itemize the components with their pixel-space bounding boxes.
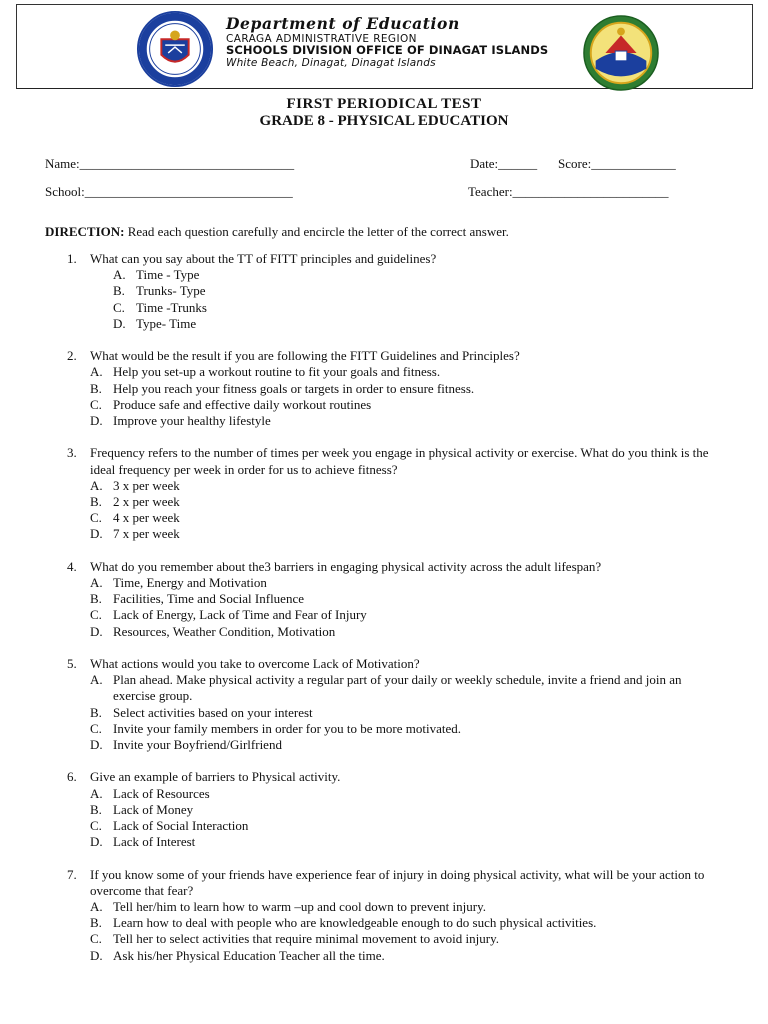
option-text: Time -Trunks — [136, 299, 207, 315]
option-letter: A. — [90, 575, 103, 591]
option-text: Invite your family members in order for you to be more motivated. — [113, 720, 462, 736]
question-text: What actions would you take to overcome Lack of Motivation? — [90, 656, 420, 672]
option-letter: D. — [90, 526, 103, 542]
option-text: Help you set-up a workout routine to fit your goals and fitness. — [113, 364, 441, 380]
option-text: Improve your healthy lifestyle — [113, 413, 271, 429]
question-number: 4. — [67, 558, 77, 574]
answer-option[interactable] — [0, 494, 768, 510]
question-4 — [0, 559, 768, 640]
option-text: 7 x per week — [113, 526, 180, 542]
question-1 — [0, 251, 768, 332]
option-letter: D. — [90, 947, 103, 963]
answer-option[interactable] — [0, 834, 768, 850]
option-text: Lack of Resources — [113, 785, 210, 801]
option-text: Help you reach your fitness goals or targets in order to ensure fitness. — [113, 380, 475, 396]
option-letter: A. — [90, 364, 103, 380]
option-letter: B. — [113, 283, 125, 299]
answer-option[interactable] — [0, 915, 768, 931]
option-letter: D. — [90, 737, 103, 753]
question-6 — [0, 769, 768, 850]
question-number: 1. — [67, 251, 77, 266]
option-text: Trunks- Type — [136, 283, 206, 299]
option-letter: A. — [113, 267, 126, 283]
answer-option[interactable] — [0, 575, 768, 591]
question-7 — [0, 867, 768, 964]
option-text: Lack of Interest — [113, 834, 196, 850]
option-text: Produce safe and effective daily workout routines — [113, 396, 372, 412]
question-text: What can you say about the TT of FITT principles and guidelines? — [90, 251, 437, 266]
score-field[interactable]: Score:_____________ — [558, 156, 676, 171]
division-address: White Beach, Dinagat, Dinagat Islands — [226, 57, 436, 69]
option-letter: D. — [90, 834, 103, 850]
answer-option[interactable] — [0, 526, 768, 542]
question-3 — [0, 445, 768, 542]
option-letter: B. — [90, 704, 102, 720]
answer-option[interactable] — [0, 802, 768, 818]
answer-option[interactable] — [0, 591, 768, 607]
answer-option[interactable] — [0, 510, 768, 526]
option-letter: A. — [90, 477, 103, 493]
option-letter: B. — [90, 494, 102, 510]
option-text: Time - Type — [136, 267, 200, 283]
division-name: SCHOOLS DIVISION OFFICE OF DINAGAT ISLANDS — [226, 43, 549, 57]
direction-text — [45, 224, 509, 240]
option-text: Tell her to select activities that require minimal movement to avoid injury. — [113, 931, 499, 947]
answer-option[interactable] — [0, 607, 768, 623]
division-seal-icon — [582, 14, 660, 92]
option-letter: D. — [113, 315, 126, 331]
direction-body: Read each question carefully and encircle the letter of the correct answer. — [124, 224, 509, 239]
answer-option[interactable] — [0, 818, 768, 834]
question-number: 2. — [67, 348, 77, 364]
option-letter: C. — [90, 396, 102, 412]
answer-option[interactable] — [0, 737, 768, 753]
option-letter: A. — [90, 899, 103, 915]
option-letter: B. — [90, 915, 102, 931]
answer-option[interactable] — [0, 948, 768, 964]
option-text: Resources, Weather Condition, Motivation — [113, 623, 336, 639]
question-text: Frequency refers to the number of times per week you engage in physical activity or exercise. What do you think is the ideal frequency per week in order for us to achieve fitness? — [90, 445, 709, 477]
school-field[interactable]: School:________________________________ — [45, 184, 293, 199]
question-text: What would be the result if you are following the FITT Guidelines and Principles? — [90, 348, 520, 364]
option-text: Tell her/him to learn how to warm –up and cool down to prevent injury. — [113, 899, 486, 915]
test-title: FIRST PERIODICAL TEST — [286, 96, 482, 112]
option-letter: C. — [90, 510, 102, 526]
answer-option[interactable] — [0, 283, 768, 299]
option-text: Invite your Boyfriend/Girlfriend — [113, 737, 282, 753]
question-number: 6. — [67, 769, 77, 785]
option-letter: A. — [90, 672, 103, 688]
answer-option[interactable] — [0, 397, 768, 413]
deped-seal-icon — [136, 10, 214, 88]
answer-option[interactable] — [0, 624, 768, 640]
option-letter: B. — [90, 380, 102, 396]
option-text: Time, Energy and Motivation — [113, 575, 267, 591]
answer-option[interactable] — [0, 899, 768, 915]
answer-option[interactable] — [0, 705, 768, 721]
answer-option[interactable] — [0, 786, 768, 802]
question-text: Give an example of barriers to Physical activity. — [90, 769, 341, 785]
answer-option[interactable] — [0, 267, 768, 283]
question-5 — [0, 656, 768, 753]
answer-option[interactable] — [0, 364, 768, 380]
question-list — [0, 251, 768, 980]
test-subtitle: GRADE 8 - PHYSICAL EDUCATION — [259, 113, 509, 129]
option-text: Lack of Money — [113, 801, 194, 817]
option-letter: A. — [90, 785, 103, 801]
answer-option[interactable] — [0, 478, 768, 494]
question-number: 7. — [67, 866, 77, 882]
question-number: 3. — [67, 445, 77, 461]
teacher-field[interactable]: Teacher:________________________ — [468, 184, 669, 199]
answer-option[interactable] — [0, 316, 768, 332]
question-text: What do you remember about the3 barriers in engaging physical activity across the adult lifespan? — [90, 558, 602, 574]
name-field[interactable]: Name:_________________________________ — [45, 156, 295, 171]
option-letter: C. — [113, 299, 125, 315]
answer-option[interactable] — [0, 672, 768, 704]
answer-option[interactable] — [0, 931, 768, 947]
option-letter: D. — [90, 623, 103, 639]
department-name: Department of Education — [226, 14, 460, 33]
option-letter: D. — [90, 413, 103, 429]
option-text: Facilities, Time and Social Influence — [113, 591, 304, 607]
option-text: Lack of Social Interaction — [113, 818, 249, 834]
option-letter: C. — [90, 607, 102, 623]
answer-option[interactable] — [0, 381, 768, 397]
option-text: Select activities based on your interest — [113, 704, 313, 720]
option-text: Lack of Energy, Lack of Time and Fear of Injury — [113, 607, 367, 623]
question-number: 5. — [67, 656, 77, 672]
answer-option[interactable] — [0, 300, 768, 316]
question-text: If you know some of your friends have experience fear of injury in doing physical activity, what will be your action to overcome that fear? — [90, 866, 705, 898]
option-text: 4 x per week — [113, 510, 180, 526]
option-text: Type- Time — [136, 315, 197, 331]
option-letter: C. — [90, 818, 102, 834]
option-text: 3 x per week — [113, 477, 180, 493]
option-text: 2 x per week — [113, 494, 180, 510]
option-letter: B. — [90, 801, 102, 817]
date-field[interactable]: Date:______ — [470, 156, 538, 171]
option-letter: B. — [90, 591, 102, 607]
option-letter: C. — [90, 931, 102, 947]
option-letter: C. — [90, 720, 102, 736]
answer-option[interactable] — [0, 413, 768, 429]
direction-label: DIRECTION: — [45, 224, 125, 239]
question-2 — [0, 348, 768, 429]
option-text: Plan ahead. Make physical activity a regular part of your daily or weekly schedule, invite a friend and join an exercise group. — [113, 672, 682, 704]
option-text: Ask his/her Physical Education Teacher all the time. — [113, 947, 385, 963]
answer-option[interactable] — [0, 721, 768, 737]
region-name: CARAGA ADMINISTRATIVE REGION — [226, 33, 417, 45]
option-text: Learn how to deal with people who are knowledgeable enough to do such physical activities. — [113, 915, 597, 931]
